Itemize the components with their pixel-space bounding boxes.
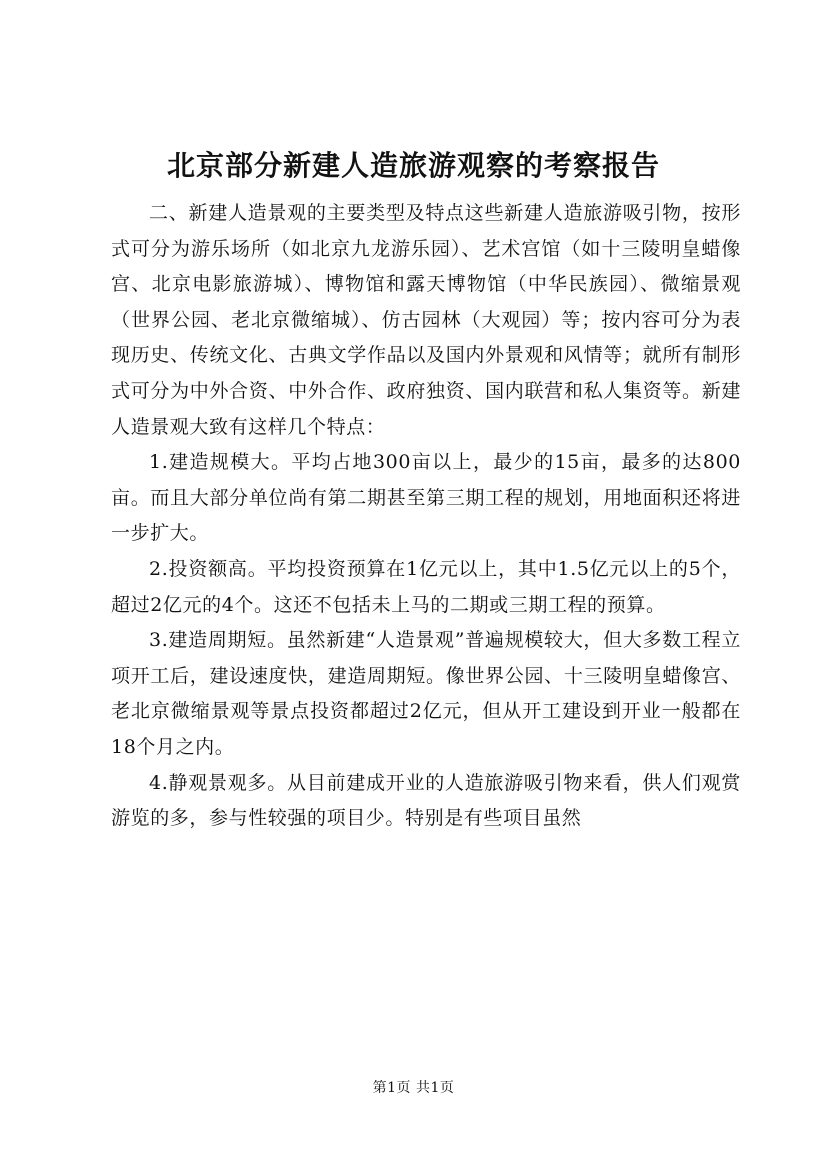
paragraph-static-scenery: 4.静观景观多。从目前建成开业的人造旅游吸引物来看，供人们观赏游览的多，参与性较强的项目少。特别是有些项目虽然 <box>111 771 741 830</box>
document-body <box>111 196 741 837</box>
paragraph-construction-period: 3.建造周期短。虽然新建“人造景观”普遍规模较大，但大多数工程立项开工后，建设速度快，建造周期短。像世界公园、十三陵明皇蜡像宫、老北京微缩景观等景点投资都超过2亿元，但从开工建设到开业一般都在18个月之内。 <box>111 629 741 758</box>
paragraph-investment: 2.投资额高。平均投资预算在1亿元以上，其中1.5亿元以上的5个，超过2亿元的4个。这还不包括未上马的二期或三期工程的预算。 <box>111 557 741 616</box>
paragraph-types-and-features: 二、新建人造景观的主要类型及特点这些新建人造旅游吸引物，按形式可分为游乐场所（如北京九龙游乐园）、艺术宫馆（如十三陵明皇蜡像宫、北京电影旅游城）、博物馆和露天博物馆（中华民族园）、微缩景观（世界公园、老北京微缩城）、仿古园林（大观园）等；按内容可分为表现历史、传统文化、古典文学作品以及国内外景观和风情等；就所有制形式可分为中外合资、中外合作、政府独资、国内联营和私人集资等。新建人造景观大致有这样几个特点： <box>111 202 741 438</box>
document-title: 北京部分新建人造旅游观察的考察报告 <box>166 149 660 182</box>
paragraph-scale: 1.建造规模大。平均占地300亩以上，最少的15亩，最多的达800亩。而且大部分单位尚有第二期甚至第三期工程的规划，用地面积还将进一步扩大。 <box>111 451 741 545</box>
page-footer: 第1页 共1页 <box>372 1080 455 1096</box>
